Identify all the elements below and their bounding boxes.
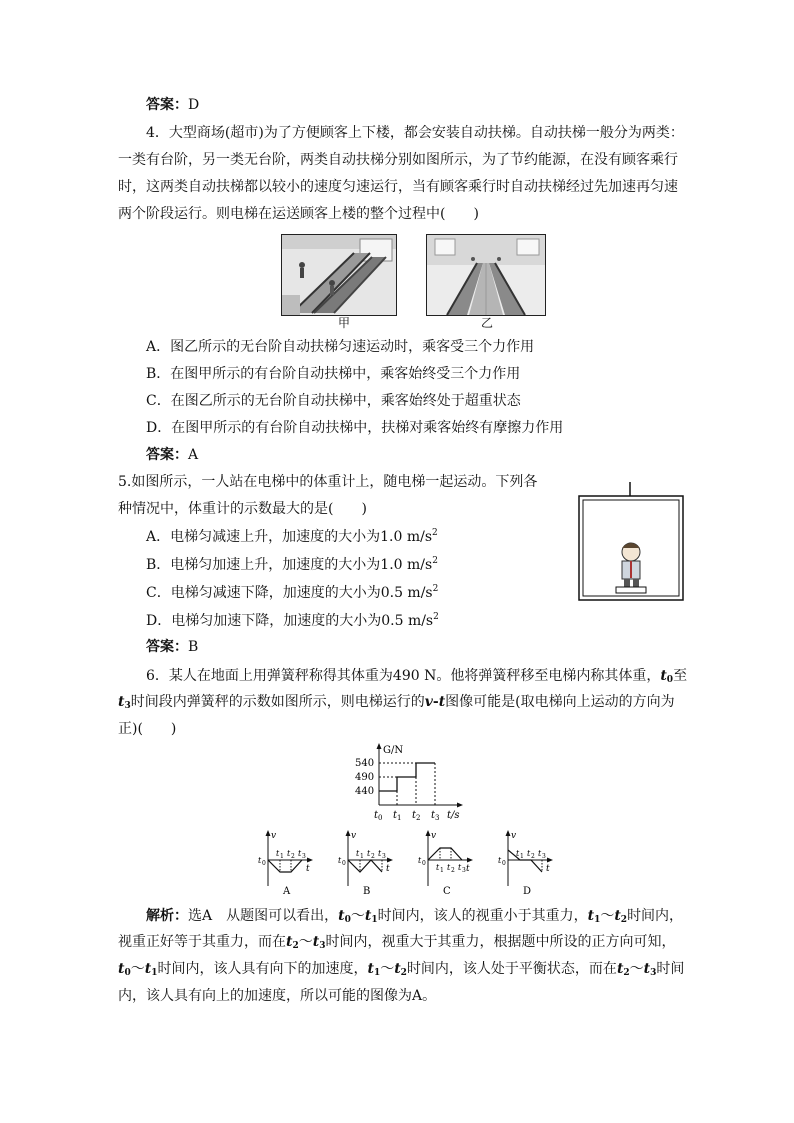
q4-option-b: B．在图甲所示的有台阶自动扶梯中，乘客始终受三个力作用 bbox=[146, 366, 521, 382]
q5-option-b: B．电梯匀加速上升，加速度的大小为1.0 $m/s^2$ bbox=[146, 556, 438, 573]
caption-yi: 乙 bbox=[481, 316, 494, 330]
q5-answer: 答案：B bbox=[146, 639, 199, 655]
svg-text:0: 0 bbox=[342, 860, 346, 867]
q4-option-d: D．在图甲所示的有台阶自动扶梯中，扶梯对乘客始终有摩擦力作用 bbox=[146, 420, 564, 436]
svg-text:1: 1 bbox=[280, 853, 284, 860]
vt-graph-a bbox=[256, 828, 316, 898]
q4-stem-line2: 一类有台阶，另一类无台阶，两类自动扶梯分别如图所示，为了节约能源，在没有顾客乘行 bbox=[118, 152, 678, 168]
svg-text:3: 3 bbox=[382, 853, 386, 860]
svg-text:3: 3 bbox=[435, 814, 440, 822]
svg-text:v: v bbox=[351, 831, 357, 841]
svg-text:t: t bbox=[374, 810, 379, 821]
solution-line4: 内，该人具有向上的加速度，所以可能的图像为A。 bbox=[118, 988, 437, 1004]
svg-text:1: 1 bbox=[360, 853, 364, 860]
svg-text:0: 0 bbox=[378, 814, 383, 822]
svg-text:t: t bbox=[498, 856, 502, 865]
q5-option-a: A．电梯匀减速上升，加速度的大小为1.0 $m/s^2$ bbox=[146, 528, 438, 545]
svg-text:2: 2 bbox=[371, 853, 375, 860]
vt-label-d: D bbox=[523, 886, 532, 897]
caption-jia: 甲 bbox=[338, 316, 351, 330]
q6-stem-line1: 6．某人在地面上用弹簧秤称得其体重为490 N。他将弹簧秤移至电梯内称其体重，$t_0$至 bbox=[146, 668, 688, 685]
svg-text:1: 1 bbox=[397, 814, 402, 822]
svg-text:0: 0 bbox=[422, 860, 426, 867]
q6-stem-line3: 正)( ) bbox=[118, 721, 177, 737]
stepped-escalator-photo bbox=[281, 234, 397, 316]
q5-stem-line1: 5.如图所示，一人站在电梯中的体重计上，随电梯一起运动。下列各 bbox=[118, 474, 538, 490]
svg-text:1: 1 bbox=[520, 853, 524, 860]
vt-label-c: C bbox=[443, 886, 451, 897]
q4-stem-line4: 两个阶段运行。则电梯在运送顾客上楼的整个过程中( ) bbox=[118, 206, 479, 222]
q4-stem-line3: 时，这两类自动扶梯都以较小的速度匀速运行，当有顾客乘行时自动扶梯经过先加速再匀速 bbox=[118, 179, 678, 195]
q5-stem-line2: 种情况中，体重计的示数最大的是( ) bbox=[118, 501, 367, 517]
svg-text:3: 3 bbox=[302, 853, 306, 860]
gt-ytick-440: 440 bbox=[355, 786, 375, 797]
vt-label-b: B bbox=[363, 886, 371, 897]
q5-option-d: D．电梯匀加速下降，加速度的大小为0.5 $m/s^2$ bbox=[146, 612, 439, 629]
svg-text:t: t bbox=[431, 810, 436, 821]
svg-text:t: t bbox=[367, 849, 371, 858]
q5-option-c: C．电梯匀减速下降，加速度的大小为0.5 $m/s^2$ bbox=[146, 584, 439, 601]
svg-text:t: t bbox=[516, 849, 520, 858]
svg-text:0: 0 bbox=[262, 860, 266, 867]
svg-text:t: t bbox=[538, 849, 542, 858]
svg-text:t: t bbox=[298, 849, 302, 858]
solution-line1: 解析：选A 从题图可以看出，$t_0\sim t_1$时间内，该人的视重小于其重力，$t_1\sim t_2$时间内， bbox=[146, 908, 684, 925]
vt-graph-c bbox=[416, 828, 476, 898]
svg-text:t: t bbox=[527, 849, 531, 858]
gt-graph bbox=[352, 742, 472, 822]
svg-text:3: 3 bbox=[462, 867, 466, 874]
gt-ytick-490: 490 bbox=[355, 772, 375, 783]
svg-text:t: t bbox=[447, 863, 451, 872]
q4-stem-line1: 4．大型商场(超市)为了方便顾客上下楼，都会安装自动扶梯。自动扶梯一般分为两类： bbox=[146, 125, 684, 141]
svg-text:0: 0 bbox=[502, 860, 506, 867]
q4-option-a: A．图乙所示的无台阶自动扶梯匀速运动时，乘客受三个力作用 bbox=[146, 339, 535, 355]
vt-graph-b bbox=[336, 828, 396, 898]
svg-text:t: t bbox=[338, 856, 342, 865]
elevator-scale-figure bbox=[578, 482, 684, 602]
gt-ytick-540: 540 bbox=[355, 758, 375, 769]
flat-escalator-photo bbox=[426, 234, 546, 316]
q4-answer: 答案：A bbox=[146, 447, 199, 463]
svg-text:t: t bbox=[386, 864, 390, 874]
q3-answer: 答案：D bbox=[146, 97, 200, 113]
svg-text:v: v bbox=[431, 831, 437, 841]
svg-text:t: t bbox=[258, 856, 262, 865]
svg-text:t: t bbox=[436, 863, 440, 872]
vt-graph-d bbox=[496, 828, 556, 898]
solution-line3: $t_0\sim t_1$时间内，该人具有向下的加速度，$t_1\sim t_2$时间内，该人处于平衡状态，而在$t_2\sim t_3$时间 bbox=[118, 961, 685, 978]
q4-option-c: C．在图乙所示的无台阶自动扶梯中，乘客始终处于超重状态 bbox=[146, 393, 521, 409]
vt-label-a: A bbox=[283, 886, 291, 897]
svg-text:t: t bbox=[356, 849, 360, 858]
svg-text:v: v bbox=[271, 831, 277, 841]
svg-text:t: t bbox=[393, 810, 398, 821]
gt-ylabel: G/N bbox=[383, 745, 404, 756]
svg-text:2: 2 bbox=[291, 853, 295, 860]
gt-xlabel: t/s bbox=[447, 810, 460, 821]
svg-text:v: v bbox=[511, 831, 517, 841]
svg-text:t: t bbox=[466, 864, 470, 874]
svg-text:t: t bbox=[418, 856, 422, 865]
svg-text:3: 3 bbox=[542, 853, 546, 860]
svg-text:t: t bbox=[546, 864, 550, 874]
svg-text:t: t bbox=[306, 864, 310, 874]
svg-text:2: 2 bbox=[531, 853, 535, 860]
svg-text:t: t bbox=[378, 849, 382, 858]
svg-text:2: 2 bbox=[451, 867, 455, 874]
svg-text:t: t bbox=[287, 849, 291, 858]
svg-text:t: t bbox=[412, 810, 417, 821]
svg-text:t: t bbox=[276, 849, 280, 858]
q6-stem-line2: $t_3$时间段内弹簧秤的示数如图所示，则电梯运行的v-t图像可能是(取电梯向上运动的方向为 bbox=[118, 694, 675, 711]
solution-line2: 视重正好等于其重力，而在$t_2\sim t_3$时间内，视重大于其重力，根据题中所设的正方向可知， bbox=[118, 934, 676, 951]
svg-text:2: 2 bbox=[416, 814, 421, 822]
svg-text:1: 1 bbox=[440, 867, 444, 874]
svg-text:t: t bbox=[458, 863, 462, 872]
